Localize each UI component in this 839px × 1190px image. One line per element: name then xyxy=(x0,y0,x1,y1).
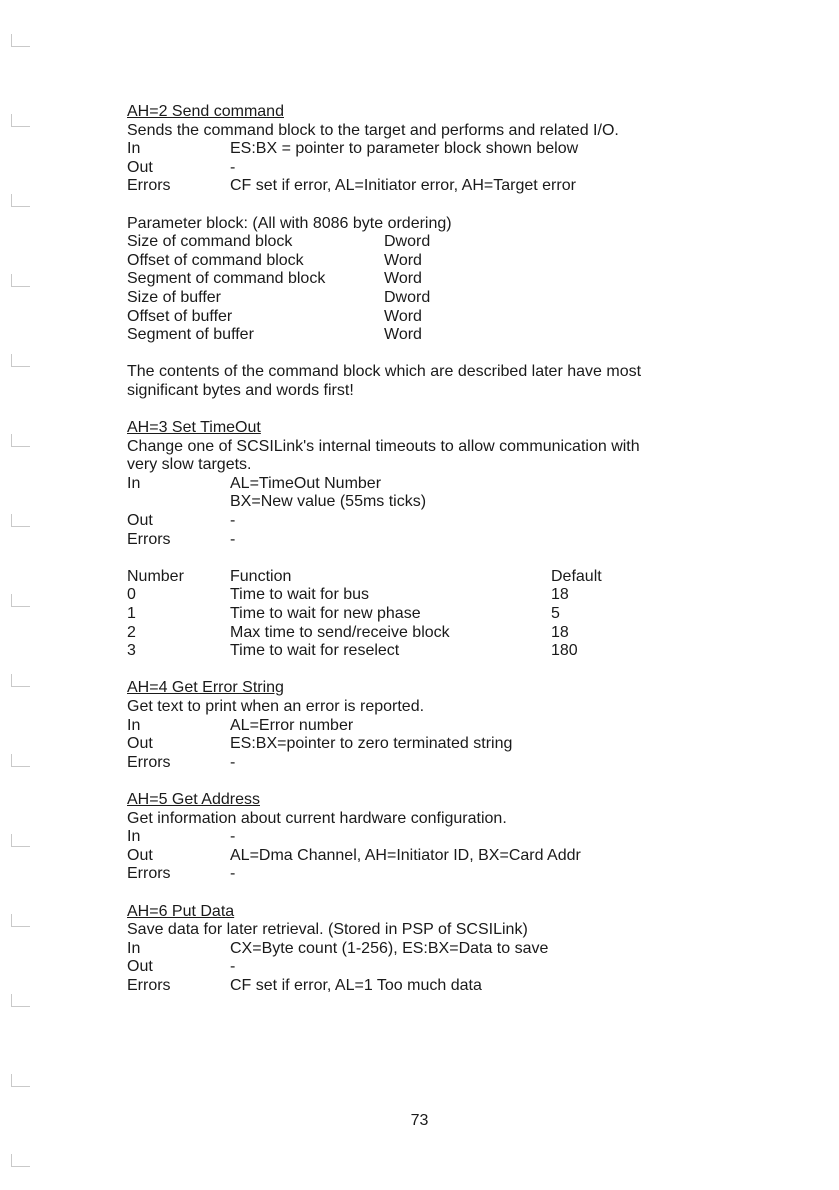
table-row xyxy=(127,624,727,643)
register-label: In xyxy=(127,716,141,734)
register-value: - xyxy=(230,828,236,846)
parameter-type: Dword xyxy=(384,288,431,306)
table-row xyxy=(127,605,727,624)
margin-tick xyxy=(11,754,30,767)
parameter-type: Word xyxy=(384,270,422,288)
table-row xyxy=(127,642,727,661)
register-label: Errors xyxy=(127,753,171,771)
timeout-number: 1 xyxy=(127,605,136,623)
parameter-row xyxy=(127,252,727,271)
register-label: In xyxy=(127,939,141,957)
binding-margin xyxy=(0,0,40,1190)
section-put-data xyxy=(127,903,727,996)
timeout-function: Max time to send/receive block xyxy=(230,623,450,641)
register-row xyxy=(127,159,727,178)
register-value: - xyxy=(230,512,236,530)
register-label: Errors xyxy=(127,530,171,548)
section-send-command xyxy=(127,103,727,401)
register-value: CF set if error, AL=1 Too much data xyxy=(230,976,482,994)
register-row xyxy=(127,493,727,512)
margin-tick xyxy=(11,34,30,47)
timeout-default: 180 xyxy=(551,642,578,660)
register-value: CF set if error, AL=Initiator error, AH=Target error xyxy=(230,177,576,195)
margin-tick xyxy=(11,114,30,127)
register-value: - xyxy=(230,865,236,883)
margin-tick xyxy=(11,194,30,207)
section-description: Get information about current hardware configuration. xyxy=(127,809,507,827)
section-description: Get text to print when an error is reported. xyxy=(127,698,425,715)
register-row xyxy=(127,512,727,531)
register-row xyxy=(127,754,727,773)
timeout-number: 2 xyxy=(127,623,136,641)
parameter-type: Word xyxy=(384,251,422,269)
parameter-name: Segment of command block xyxy=(127,270,326,288)
parameter-name: Size of command block xyxy=(127,233,293,251)
parameter-type: Word xyxy=(384,326,422,344)
register-label: Out xyxy=(127,846,153,864)
register-row xyxy=(127,958,727,977)
register-value: AL=Error number xyxy=(230,716,354,734)
margin-tick xyxy=(11,1154,30,1167)
parameter-name: Segment of buffer xyxy=(127,326,254,344)
register-label: In xyxy=(127,140,141,158)
margin-tick xyxy=(11,274,30,287)
margin-tick xyxy=(11,594,30,607)
register-label: In xyxy=(127,474,141,492)
register-label: Errors xyxy=(127,865,171,883)
section-description: very slow targets. xyxy=(127,456,252,474)
register-value: - xyxy=(230,158,236,176)
parameter-name: Size of buffer xyxy=(127,288,221,306)
section-set-timeout xyxy=(127,419,727,661)
margin-tick xyxy=(11,434,30,447)
timeout-number: 3 xyxy=(127,642,136,660)
parameter-name: Offset of buffer xyxy=(127,307,233,325)
parameter-row xyxy=(127,326,727,345)
register-label: Out xyxy=(127,158,153,176)
register-row xyxy=(127,847,727,866)
register-label: Errors xyxy=(127,177,171,195)
register-row xyxy=(127,828,727,847)
register-row xyxy=(127,735,727,754)
parameter-name: Offset of command block xyxy=(127,251,304,269)
timeout-table-header xyxy=(127,568,727,587)
timeout-number: 0 xyxy=(127,586,136,604)
register-value: ES:BX = pointer to parameter block shown below xyxy=(230,140,579,158)
timeout-default: 18 xyxy=(551,586,569,604)
register-value: - xyxy=(230,530,236,548)
register-value: BX=New value (55ms ticks) xyxy=(230,493,427,511)
section-heading: AH=5 Get Address xyxy=(127,790,260,808)
section-description: Sends the command block to the target and performs and related I/O. xyxy=(127,121,619,139)
register-value: AL=TimeOut Number xyxy=(230,474,382,492)
parameter-block-title: Parameter block: (All with 8086 byte ordering) xyxy=(127,214,452,232)
register-label: Out xyxy=(127,958,153,976)
parameter-row xyxy=(127,308,727,327)
register-label: Out xyxy=(127,735,153,753)
margin-tick xyxy=(11,514,30,527)
column-header-number: Number xyxy=(127,567,184,585)
timeout-function: Time to wait for reselect xyxy=(230,642,400,660)
register-row xyxy=(127,717,727,736)
margin-tick xyxy=(11,994,30,1007)
column-header-function: Function xyxy=(230,567,292,585)
parameter-row xyxy=(127,270,727,289)
register-row xyxy=(127,865,727,884)
section-get-error-string xyxy=(127,679,727,772)
timeout-function: Time to wait for new phase xyxy=(230,605,421,623)
parameter-type: Dword xyxy=(384,233,431,251)
section-get-address xyxy=(127,791,727,884)
section-heading: AH=2 Send command xyxy=(127,103,284,120)
margin-tick xyxy=(11,674,30,687)
parameter-row xyxy=(127,289,727,308)
page-content xyxy=(127,103,727,996)
page-number: 73 xyxy=(410,1112,429,1129)
register-row xyxy=(127,140,727,159)
register-value: ES:BX=pointer to zero terminated string xyxy=(230,735,513,753)
timeout-default: 18 xyxy=(551,623,569,641)
section-heading: AH=4 Get Error String xyxy=(127,679,284,697)
register-row xyxy=(127,940,727,959)
register-value: CX=Byte count (1-256), ES:BX=Data to save xyxy=(230,939,549,957)
section-heading: AH=3 Set TimeOut xyxy=(127,419,261,437)
parameter-type: Word xyxy=(384,307,422,325)
timeout-function: Time to wait for bus xyxy=(230,586,370,604)
note-line: The contents of the command block which are described later have most xyxy=(127,363,642,381)
section-description: Save data for later retrieval. (Stored in PSP of SCSILink) xyxy=(127,921,528,939)
register-label: In xyxy=(127,828,141,846)
margin-tick xyxy=(11,834,30,847)
register-value: - xyxy=(230,753,236,771)
register-value: AL=Dma Channel, AH=Initiator ID, BX=Card Addr xyxy=(230,846,581,864)
section-heading: AH=6 Put Data xyxy=(127,902,235,920)
margin-tick xyxy=(11,914,30,927)
register-value: - xyxy=(230,958,236,976)
parameter-row xyxy=(127,233,727,252)
table-row xyxy=(127,586,727,605)
register-row xyxy=(127,977,727,996)
section-description: Change one of SCSILink's internal timeouts to allow communication with xyxy=(127,437,640,455)
register-label: Errors xyxy=(127,976,171,994)
register-label: Out xyxy=(127,512,153,530)
margin-tick xyxy=(11,1074,30,1087)
register-row xyxy=(127,531,727,550)
margin-tick xyxy=(11,354,30,367)
register-row xyxy=(127,475,727,494)
column-header-default: Default xyxy=(551,567,602,585)
timeout-default: 5 xyxy=(551,605,560,623)
note-line: significant bytes and words first! xyxy=(127,381,354,399)
register-row xyxy=(127,177,727,196)
